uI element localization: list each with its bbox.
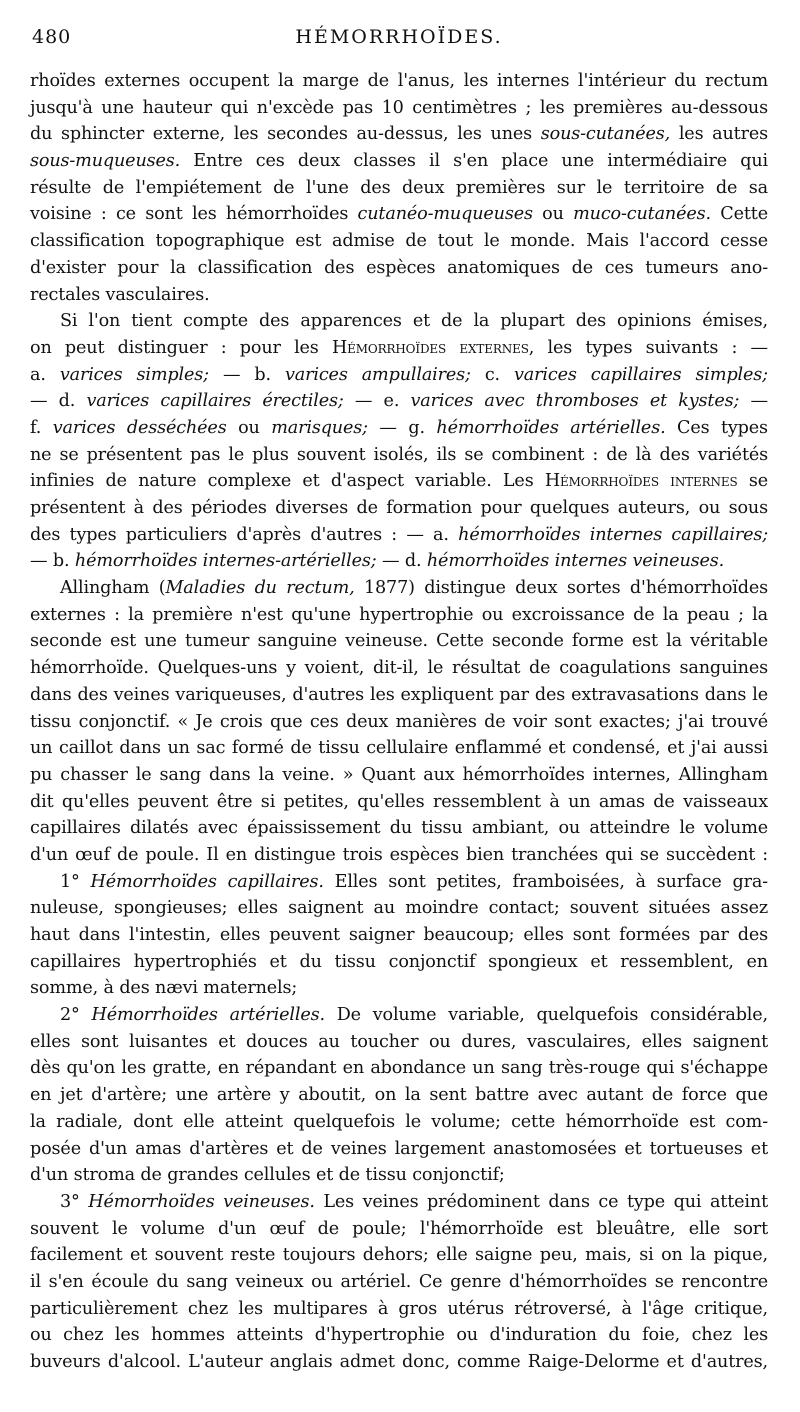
text-segment: classification topographique est admise de tout le monde. Mais l'accord cesse bbox=[30, 231, 768, 252]
text-segment: dans des veines variqueuses, d'autres les expliquent par des extravasations dans le bbox=[30, 684, 768, 705]
text-line bbox=[30, 628, 768, 655]
text-line bbox=[30, 121, 768, 148]
text-segment: — b. bbox=[30, 551, 70, 572]
small-caps-text: Hémorrhoïdes externes bbox=[331, 337, 529, 358]
text-line bbox=[30, 1082, 768, 1109]
text-segment: en jet d'artère; une artère y aboutit, on la sent battre avec autant de force que bbox=[30, 1085, 768, 1106]
italic-text: varices desséchées bbox=[52, 417, 227, 438]
text-segment: capillaires dilatés avec épaississement du tissu ambiant, ou atteindre le volume bbox=[30, 818, 768, 839]
text-segment: 2° bbox=[60, 1005, 80, 1026]
text-segment: se bbox=[748, 471, 768, 492]
text-line bbox=[30, 895, 768, 922]
italic-text: varices capillaires érectiles; bbox=[86, 391, 344, 412]
text-segment: Ces types bbox=[677, 417, 768, 438]
text-segment: — g. bbox=[379, 417, 425, 438]
text-line bbox=[30, 175, 768, 202]
text-line bbox=[30, 1055, 768, 1082]
text-line bbox=[30, 1322, 768, 1349]
italic-text: hémorrhoïdes internes veineuses. bbox=[426, 551, 725, 572]
text-segment: a. bbox=[30, 364, 46, 385]
text-segment: De volume variable, quelquefois considérable, bbox=[336, 1005, 768, 1026]
text-segment: haut dans l'intestin, elles peuvent saigner beaucoup; elles sont formées par des bbox=[30, 925, 768, 945]
text-segment: résulte de l'empiétement de l'une des deux premières sur le territoire de sa bbox=[30, 177, 768, 198]
text-segment: Entre ces deux classes il s'en place une intermédiaire qui bbox=[193, 151, 768, 172]
text-segment: , les types suivants : — bbox=[528, 337, 768, 358]
text-segment: somme, à des nævi maternels; bbox=[30, 978, 298, 999]
text-segment: facilement et souvent reste toujours dehors; elle saigne peu, mais, si on la pique, bbox=[30, 1245, 768, 1266]
text-segment: ou bbox=[542, 204, 564, 225]
text-line bbox=[30, 468, 768, 495]
italic-text: varices avec thromboses et kystes; bbox=[410, 391, 740, 412]
text-line bbox=[30, 1136, 768, 1163]
text-line bbox=[30, 1269, 768, 1296]
italic-text: muco-cutanées. bbox=[573, 204, 711, 225]
text-line bbox=[30, 709, 768, 736]
italic-text: sous-cutanées, bbox=[540, 124, 671, 145]
text-line bbox=[30, 602, 768, 629]
text-segment: infinies de nature complexe et d'aspect variable. Les bbox=[30, 471, 534, 492]
text-line bbox=[30, 949, 768, 976]
text-line bbox=[30, 68, 768, 95]
text-segment: buveurs d'alcool. L'auteur anglais admet donc, comme Raige-Delorme et d'autres, bbox=[30, 1352, 768, 1372]
text-segment: souvent le volume d'un œuf de poule; l'hémorrhoïde est bleuâtre, elle sort bbox=[30, 1218, 768, 1239]
text-segment: Elles sont petites, framboisées, à surface gra- bbox=[334, 871, 768, 892]
text-segment: ou chez les hommes atteints d'hypertrophie ou d'induration du foie, chez les bbox=[30, 1325, 768, 1346]
page-header bbox=[30, 0, 768, 52]
text-line bbox=[30, 1216, 768, 1243]
text-line bbox=[30, 362, 768, 389]
text-line bbox=[30, 575, 768, 602]
text-segment: des types particuliers d'après d'autres : — a. bbox=[30, 524, 449, 545]
text-segment: Cette bbox=[720, 204, 768, 225]
text-line bbox=[30, 789, 768, 816]
text-line bbox=[30, 148, 768, 175]
book-page bbox=[30, 0, 768, 1412]
italic-text: hémorrhoïdes artérielles. bbox=[436, 417, 666, 438]
text-segment: la radiale, dont elle atteint quelquefois le volume; cette hémorrhoïde est com- bbox=[30, 1111, 768, 1132]
text-line bbox=[30, 282, 768, 309]
text-segment: rectales vasculaires. bbox=[30, 284, 210, 305]
text-segment: externes : la première n'est qu'une hypertrophie ou excroissance de la peau ; la bbox=[30, 604, 768, 625]
text-line bbox=[30, 1189, 768, 1216]
text-segment: c. bbox=[484, 364, 500, 385]
text-line bbox=[30, 655, 768, 682]
text-line bbox=[30, 762, 768, 789]
text-segment: nuleuse, spongieuses; elles saignent au moindre contact; souvent situées assez bbox=[30, 898, 768, 919]
text-line bbox=[30, 335, 768, 362]
text-line bbox=[30, 842, 768, 869]
text-segment: 1° bbox=[60, 871, 80, 892]
text-segment: on peut distinguer : pour les bbox=[30, 337, 319, 358]
text-segment: — e. bbox=[354, 391, 400, 412]
text-line bbox=[30, 682, 768, 709]
page-number: 480 bbox=[32, 26, 72, 48]
text-line bbox=[30, 255, 768, 282]
text-segment: seconde est une tumeur sanguine veineuse. Cette seconde forme est la véritable bbox=[30, 631, 768, 652]
text-line bbox=[30, 735, 768, 762]
italic-text: Hémorrhoïdes capillaires. bbox=[90, 871, 324, 892]
text-segment: 3° bbox=[60, 1191, 80, 1212]
text-line bbox=[30, 308, 768, 335]
running-title: HÉMORRHOÏDES. bbox=[295, 26, 503, 48]
text-line bbox=[30, 1242, 768, 1269]
text-segment: jusqu'à une hauteur qui n'excède pas 10 centimètres ; les premières au-dessous bbox=[30, 97, 768, 118]
text-segment: Allingham ( bbox=[60, 578, 166, 599]
text-segment: dit qu'elles peuvent être si petites, qu'elles ressemblent à un amas de vaisseaux bbox=[30, 791, 768, 812]
text-segment: d'un stroma de grandes cellules et de tissu conjonctif; bbox=[30, 1165, 505, 1186]
italic-text: hémorrhoïdes internes capillaires; bbox=[458, 524, 768, 545]
italic-text: cutanéo-muqueuses bbox=[357, 204, 533, 225]
text-line bbox=[30, 522, 768, 549]
small-caps-text: Hémorrhoïdes internes bbox=[544, 471, 738, 492]
text-line bbox=[30, 1029, 768, 1056]
italic-text: hémorrhoïdes internes-artérielles; bbox=[74, 551, 377, 572]
text-segment: du sphincter externe, les secondes au-dessus, les unes bbox=[30, 124, 533, 145]
text-segment: voisine : ce sont les hémorrhoïdes bbox=[30, 204, 349, 225]
text-segment: ou bbox=[238, 417, 260, 438]
text-segment: d'un œuf de poule. Il en distingue trois espèces bien tranchées qui se succèdent : bbox=[30, 844, 768, 865]
italic-text: marisques; bbox=[271, 417, 368, 438]
text-segment: capillaires hypertrophiés et du tissu conjonctif spongieux et ressemblent, en bbox=[30, 951, 768, 972]
italic-text: Hémorrhoïdes veineuses. bbox=[88, 1191, 315, 1212]
text-segment: présentent à des périodes diverses de formation pour quelques auteurs, ou sous bbox=[30, 498, 768, 518]
text-line bbox=[30, 1349, 768, 1376]
text-segment: tissu conjonctif. « Je crois que ces deux manières de voir sont exactes; j'ai trouvé bbox=[30, 711, 768, 732]
body-text bbox=[30, 68, 768, 1376]
text-line bbox=[30, 1002, 768, 1029]
italic-text: varices simples; bbox=[59, 364, 209, 385]
text-line bbox=[30, 1296, 768, 1323]
text-segment: — d. bbox=[381, 551, 422, 572]
text-segment: — bbox=[750, 391, 768, 412]
italic-text: varices ampullaires; bbox=[284, 364, 471, 385]
text-segment: f. bbox=[30, 417, 42, 438]
italic-text: Maladies du rectum, bbox=[165, 578, 355, 599]
text-segment: pu chasser le sang dans la veine. » Quant aux hémorrhoïdes internes, Allingham bbox=[30, 764, 768, 785]
text-segment: d'exister pour la classification des espèces anatomiques de ces tumeurs ano- bbox=[30, 257, 768, 278]
text-segment: un caillot dans un sac formé de tissu cellulaire enflammé et condensé, et j'ai aussi bbox=[30, 738, 768, 759]
text-line bbox=[30, 922, 768, 949]
text-segment: rhoïdes externes occupent la marge de l'anus, les internes l'intérieur du rectum bbox=[30, 71, 768, 91]
text-line bbox=[30, 869, 768, 896]
text-line bbox=[30, 228, 768, 255]
text-segment: particulièrement chez les multipares à gros utérus rétroversé, à l'âge critique, bbox=[30, 1298, 768, 1319]
text-segment: 1877) distingue deux sortes d'hémorrhoïdes bbox=[363, 578, 769, 599]
text-segment: dès qu'on les gratte, en répandant en abondance un sang très-rouge qui s'échappe bbox=[30, 1058, 768, 1079]
text-line bbox=[30, 815, 768, 842]
text-line bbox=[30, 388, 768, 415]
text-line bbox=[30, 1109, 768, 1136]
text-segment: — b. bbox=[222, 364, 271, 385]
text-segment: il s'en écoule du sang veineux ou artériel. Ce genre d'hémorrhoïdes se rencontre bbox=[30, 1271, 768, 1292]
italic-text: sous-muqueuses. bbox=[30, 151, 181, 172]
text-segment: posée d'un amas d'artères et de veines largement anastomosées et tortueuses et bbox=[30, 1138, 768, 1159]
text-line bbox=[30, 201, 768, 228]
text-segment: Les veines prédominent dans ce type qui atteint bbox=[323, 1191, 768, 1212]
text-segment: hémorrhoïde. Quelques-uns y voient, dit-il, le résultat de coagulations sanguines bbox=[30, 658, 768, 679]
text-segment: Si l'on tient compte des apparences et de la plupart des opinions émises, bbox=[60, 311, 768, 332]
text-segment: les autres bbox=[678, 124, 768, 145]
text-line bbox=[30, 495, 768, 522]
text-line bbox=[30, 95, 768, 122]
text-line bbox=[30, 975, 768, 1002]
italic-text: varices capillaires simples; bbox=[514, 364, 768, 385]
text-segment: — d. bbox=[30, 391, 76, 412]
text-line bbox=[30, 415, 768, 442]
italic-text: Hémorrhoïdes artérielles. bbox=[91, 1005, 325, 1026]
text-line bbox=[30, 548, 768, 575]
text-segment: elles sont luisantes et douces au toucher ou dures, vasculaires, elles saignent bbox=[30, 1031, 768, 1052]
text-line bbox=[30, 442, 768, 469]
text-line bbox=[30, 1162, 768, 1189]
text-segment: ne se présentent pas le plus souvent isolés, ils se combinent : de là des variétés bbox=[30, 444, 768, 465]
